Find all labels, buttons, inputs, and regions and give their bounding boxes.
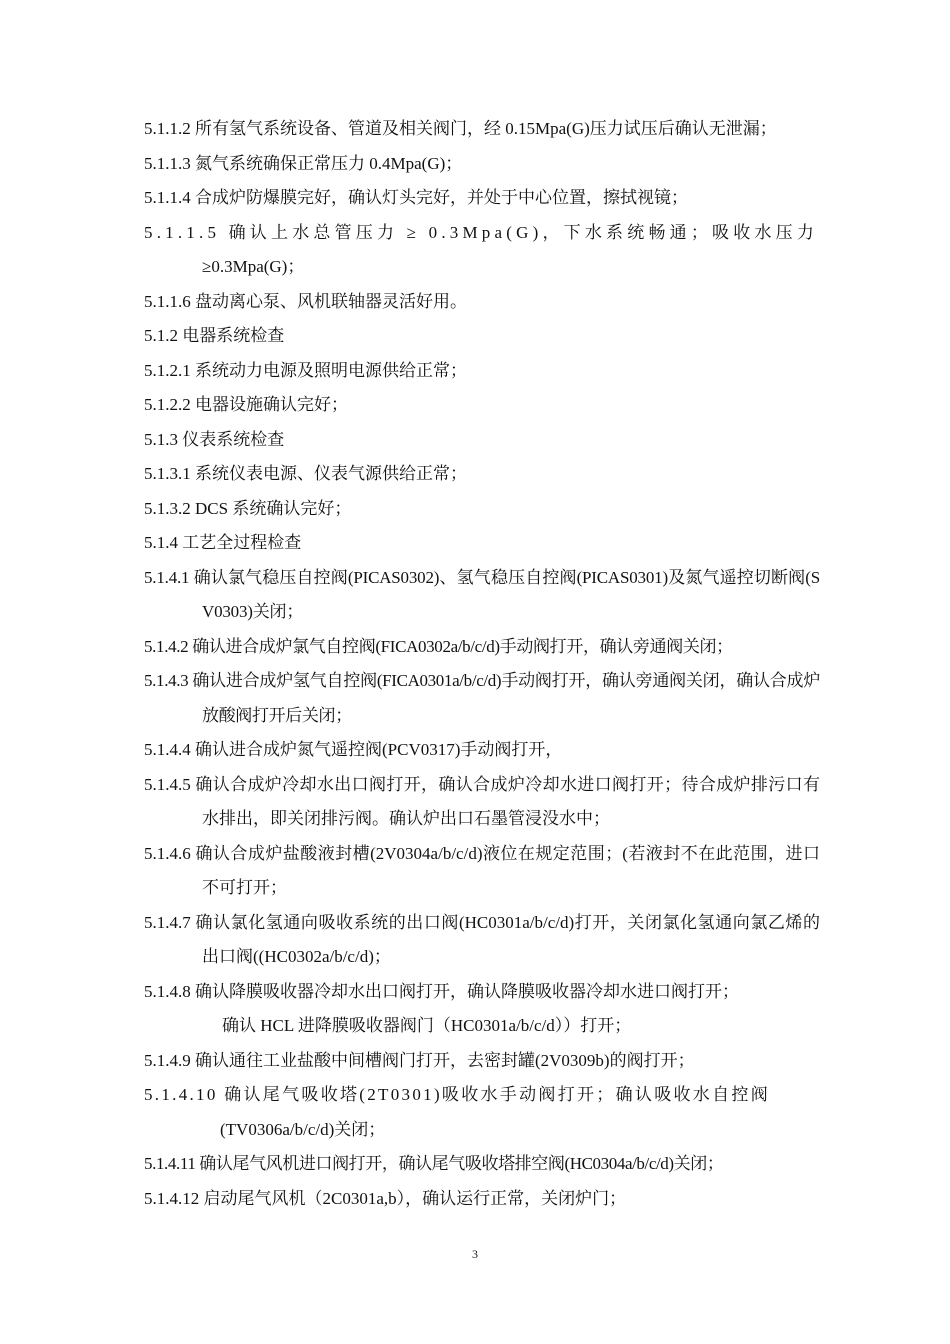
paragraph-5-1-1-6: 5.1.1.6 盘动离心泵、风机联轴器灵活好用。 (144, 291, 467, 311)
paragraph-5-1-4-3: 5.1.4.3 确认进合成炉氢气自控阀(FICA0301a/b/c/d)手动阀打开，确认旁通阀关闭，确认合成炉放酸阀打开后关闭； (144, 671, 820, 725)
paragraph-5-1-1-2: 5.1.1.2 所有氢气系统设备、管道及相关阀门，经 0.15Mpa(G)压力试压后确认无泄漏； (144, 119, 777, 138)
paragraph-5-1-4-11: 5.1.4.11 确认尾气风机进口阀打开，确认尾气吸收塔排空阀(HC0304a/b/c/d)关闭； (144, 1154, 724, 1173)
paragraph-5-1-3-2: 5.1.3.2 DCS 系统确认完好； (144, 498, 352, 518)
paragraph-5-1-4-12: 5.1.4.12 启动尾气风机（2C0301a,b），确认运行正常，关闭炉门； (144, 1188, 627, 1208)
paragraph-5-1-4-10 (144, 1078, 820, 1147)
paragraph-5-1-4-10-line2: (TV0306a/b/c/d)关闭； (220, 1119, 386, 1139)
paragraph-5-1-1-5 (144, 216, 820, 285)
paragraph-5-1-4-6: 5.1.4.6 确认合成炉盐酸液封槽(2V0304a/b/c/d)液位在规定范围；(若液封不在此范围，进口不可打开； (144, 843, 820, 897)
paragraph-5-1-4-9: 5.1.4.9 确认通往工业盐酸中间槽阀门打开，去密封罐(2V0309b)的阀打开； (144, 1050, 695, 1070)
paragraph-5-1-1-5-line2: ≥0.3Mpa(G)； (202, 257, 305, 276)
heading-5-1-3: 5.1.3 仪表系统检查 (144, 429, 285, 449)
paragraph-5-1-4-2: 5.1.4.2 确认进合成炉氯气自控阀(FICA0302a/b/c/d)手动阀打开，确认旁通阀关闭； (144, 636, 733, 656)
paragraph-5-1-4-8-line2: 确认 HCL 进降膜吸收器阀门（HC0301a/b/c/d））打开； (222, 1016, 632, 1035)
heading-5-1-2: 5.1.2 电器系统检查 (144, 326, 285, 345)
paragraph-5-1-1-3: 5.1.1.3 氮气系统确保正常压力 0.4Mpa(G)； (144, 153, 463, 173)
paragraph-5-1-4-8 (144, 975, 820, 1044)
paragraph-5-1-2-2: 5.1.2.2 电器设施确认完好； (144, 395, 348, 414)
paragraph-5-1-4-7: 5.1.4.7 确认氯化氢通向吸收系统的出口阀(HC0301a/b/c/d)打开，关闭氯化氢通向氯乙烯的出口阀((HC0302a/b/c/d)； (144, 912, 820, 966)
paragraph-5-1-4-1: 5.1.4.1 确认氯气稳压自控阀(PICAS0302)、氢气稳压自控阀(PICAS0301)及氮气遥控切断阀(SV0303)关闭； (144, 567, 820, 621)
paragraph-5-1-4-10-line1: 5.1.4.10 确认尾气吸收塔(2T0301)吸收水手动阀打开；确认吸收水自控阀 (144, 1085, 771, 1104)
paragraph-5-1-4-5: 5.1.4.5 确认合成炉冷却水出口阀打开，确认合成炉冷却水进口阀打开；待合成炉排污口有水排出，即关闭排污阀。确认炉出口石墨管浸没水中； (144, 774, 820, 828)
page-number: 3 (472, 1247, 478, 1261)
paragraph-5-1-2-1: 5.1.2.1 系统动力电源及照明电源供给正常； (144, 360, 467, 380)
paragraph-5-1-4-4: 5.1.4.4 确认进合成炉氮气遥控阀(PCV0317)手动阀打开， (144, 740, 563, 759)
paragraph-5-1-4-8-line1: 5.1.4.8 确认降膜吸收器冷却水出口阀打开，确认降膜吸收器冷却水进口阀打开； (144, 981, 739, 1001)
document-body (144, 112, 820, 1216)
heading-5-1-4: 5.1.4 工艺全过程检查 (144, 533, 302, 552)
paragraph-5-1-1-4: 5.1.1.4 合成炉防爆膜完好，确认灯头完好，并处于中心位置，擦拭视镜； (144, 188, 688, 207)
paragraph-5-1-3-1: 5.1.3.1 系统仪表电源、仪表气源供给正常； (144, 464, 467, 483)
paragraph-5-1-1-5-line1: 5.1.1.5 确认上水总管压力 ≥ 0.3Mpa(G)，下水系统畅通；吸收水压力 (144, 222, 819, 242)
